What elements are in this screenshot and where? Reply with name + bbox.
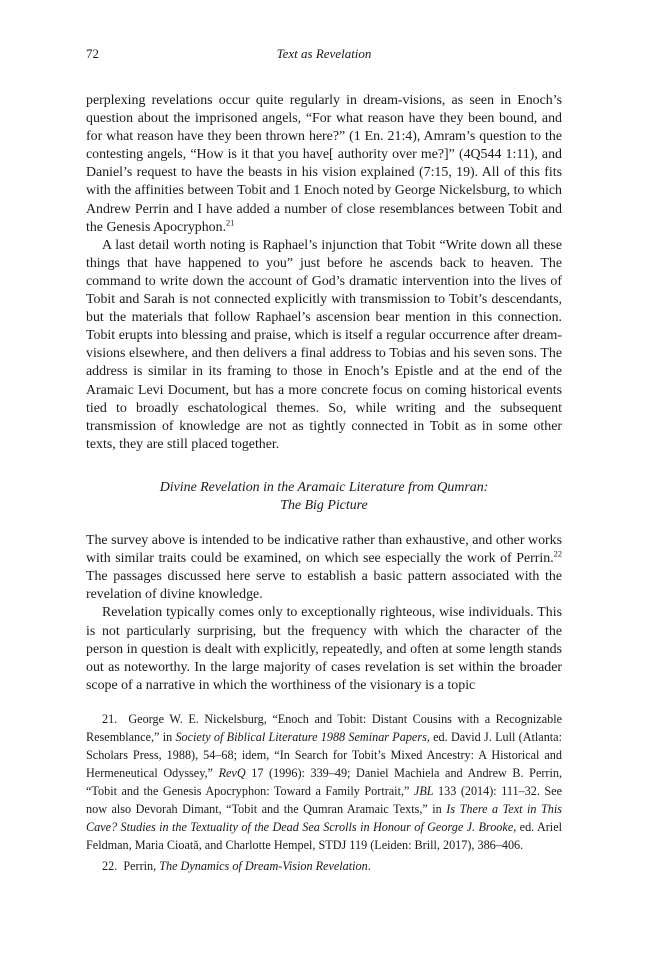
paragraph-2: A last detail worth noting is Raphael’s injunction that Tobit “Write down all these things that have happened to you” just before he ascends back to heaven. The command to write down the account of God’s dramatic intervention into the lives of Tobit and Sarah is not connected explicitly with transmission to Tobit’s descendants, but the materials that follow Raphael’s ascension bear mention in this connection. Tobit erupts into blessing and praise, which is itself a regular occurrence after dream-visions elsewhere, and then delivers a final address to Tobias and his seven sons. The address is similar in its framing to those in Enoch’s Epistle and at the end of the Aramaic Levi Document, but has a more concrete focus on coming historical events tied to broadly eschatological themes. So, while writing and the subsequent transmission of knowledge are not as tightly connected in Tobit as in some other texts, they are still placed together. [86,237,562,452]
footnote-21-text: 17 (1996): 339–49; Daniel Machiela and Andrew B. Perrin, “Tobit and the Genesis Apocryphon: Toward a Family Portrait,” [86,766,563,798]
footnote-21-journal-jbl: JBL [413,784,434,798]
footnote-22-text: . [367,859,371,873]
footnotes [86,710,562,878]
running-title: Text as Revelation [276,46,372,61]
footnote-21-title-2: Is There a Text in This Cave? Studies in the Textuality of the Dead Sea Scrolls in Honour of George J. Brooke [86,802,562,834]
footnote-ref-21[interactable]: 21 [226,218,235,228]
footnote-21-text: 133 (2014): 111–32. See now also Devorah Dimant, “Tobit and the Qumran Aramaic Texts,” in [86,784,562,816]
footnote-21-title-1: Society of Biblical Literature 1988 Seminar Papers [175,730,427,744]
paragraph-3 [86,532,562,604]
footnote-21-text: George W. E. Nickelsburg, “Enoch and Tobit: Distant Cousins with a Recognizable Resemblance,” in [86,712,562,744]
footnote-22 [86,857,562,875]
paragraph-3-text-b: The passages discussed here serve to establish a basic pattern associated with the revelation of divine knowledge. [86,569,562,603]
page-header [86,46,562,64]
section-heading-line-1: Divine Revelation in the Aramaic Literature from Qumran: [159,479,489,495]
footnote-21-journal-revq: RevQ [218,766,246,780]
section-heading-line-2: The Big Picture [280,497,368,513]
footnote-22-number: 22. [102,859,118,873]
paragraph-3-text-a: The survey above is intended to be indicative rather than exhaustive, and other works with similar traits could be examined, on which see especially the work of Perrin. [86,533,562,567]
footnote-22-text: Perrin, [123,859,160,873]
main-text [86,92,562,695]
footnote-21-number: 21. [102,712,118,726]
footnote-22-title: The Dynamics of Dream-Vision Revelation [159,859,368,873]
footnote-21 [86,710,562,854]
paragraph-4: Revelation typically comes only to exceptionally righteous, wise individuals. This is not particularly surprising, but the frequency with which the character of the person in question is dealt with explicitly, repeatedly, and often at some length stands out as noteworthy. In the large majority of cases revelation is set within the broader scope of a narrative in which the worthiness of the visionary is a topic [86,605,562,693]
paragraph-1 [86,92,562,237]
footnote-21-text: , ed. David J. Lull (Atlanta: Scholars Press, 1988), 54–68; idem, “In Search for Tobit’s Mixed Ancestry: A Historical and Hermeneutical Odyssey,” [86,730,562,780]
paragraph-1-text: perplexing revelations occur quite regularly in dream-visions, as seen in Enoch’s question about the imprisoned angels, “For what reason have they been bound, and for what reason have they been thrown here?” (1 En. 21:4), Amram’s question to the contesting angels, “How is it that you have[ authority over me?]” (4Q544 1:11), and Daniel’s request to have the beasts in his vision explained (7:15, 19). All of this fits with the affinities between Tobit and 1 Enoch noted by George Nickelsburg, to which Andrew Perrin and I have added a number of close resemblances between Tobit and the Genesis Apocryphon. [86,93,562,235]
page-number: 72 [86,46,99,61]
footnote-21-text: , ed. Ariel Feldman, Maria Cioată, and Charlotte Hempel, STDJ 119 (Leiden: Brill, 2017), 386–406. [86,820,562,852]
footnote-ref-22[interactable]: 22 [553,549,562,559]
section-heading [86,479,562,515]
